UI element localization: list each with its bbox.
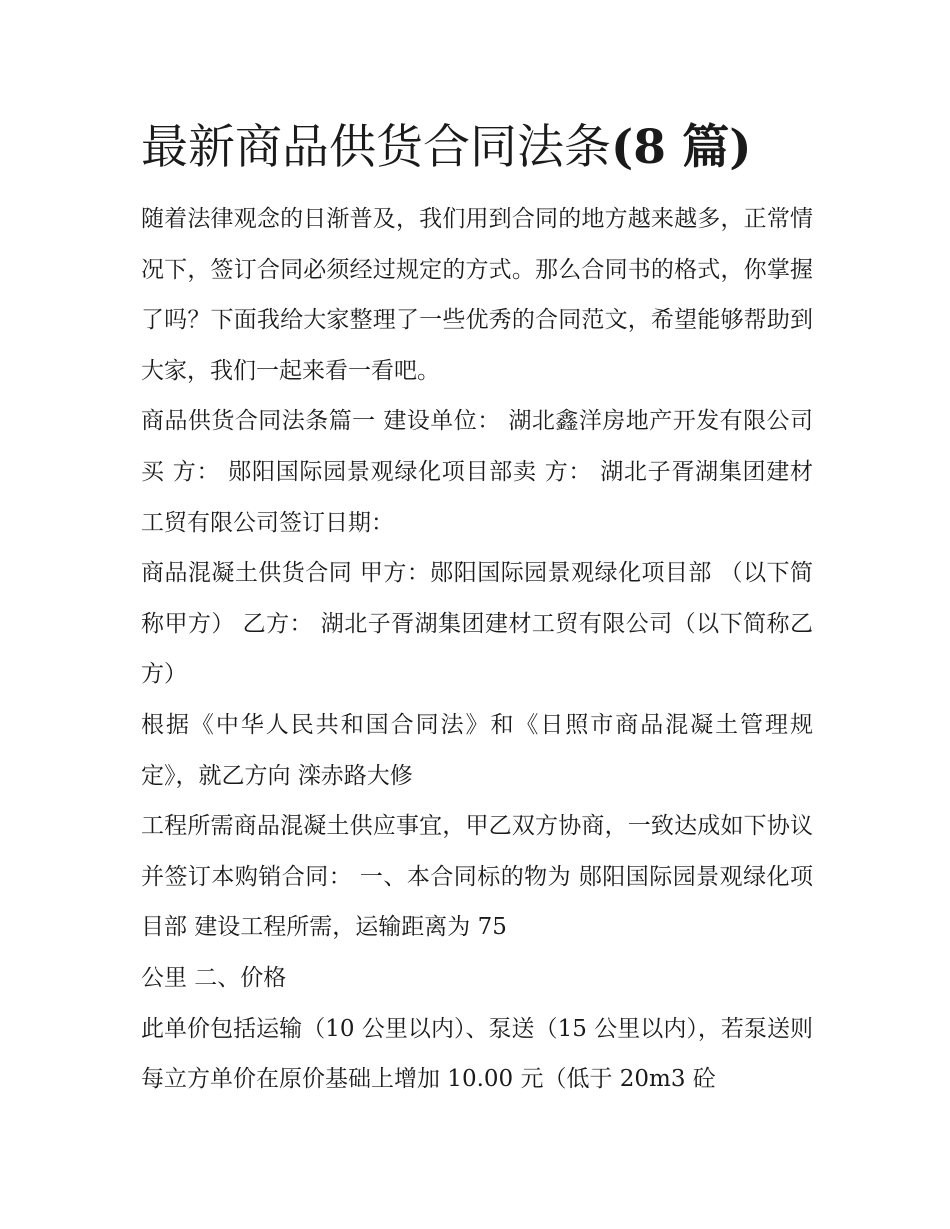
paragraph-price-heading: 公里 二、价格	[141, 964, 287, 991]
title-main: 最新商品供货合同法条	[141, 120, 611, 175]
paragraph-parties: 商品供货合同法条篇一 建设单位： 湖北鑫洋房地产开发有限公司 买 方： 郧阳国际园景观绿化项目部卖 方： 湖北子胥湖集团建材工贸有限公司签订日期：	[141, 408, 813, 536]
document-page	[141, 116, 813, 1105]
paragraph-intro: 随着法律观念的日渐普及，我们用到合同的地方越来越多，正常情况下，签订合同必须经过规定的方式。那么合同书的格式，你掌握了吗？下面我给大家整理了一些优秀的合同范文，希望能够帮助到大家，我们一起来看一看吧。	[141, 206, 813, 384]
paragraph-agreement: 工程所需商品混凝土供应事宜，甲乙双方协商，一致达成如下协议并签订本购销合同： 一、本合同标的物为 郧阳国际园景观绿化项目部 建设工程所需，运输距离为 75	[141, 813, 813, 941]
paragraph-price-detail: 此单价包括运输（10 公里以内）、泵送（15 公里以内），若泵送则每立方单价在原价基础上增加 10.00 元（低于 20m3 砼	[141, 1015, 813, 1093]
title-count: (8 篇)	[611, 120, 752, 175]
paragraph-contract-parties: 商品混凝土供货合同 甲方：郧阳国际园景观绿化项目部 （以下简称甲方） 乙方： 湖北子胥湖集团建材工贸有限公司（以下简称乙方）	[141, 560, 813, 688]
document-title	[141, 116, 813, 180]
paragraph-legal-basis: 根据《中华人民共和国合同法》和《日照市商品混凝土管理规定》，就乙方向 滦赤路大修	[141, 711, 813, 789]
